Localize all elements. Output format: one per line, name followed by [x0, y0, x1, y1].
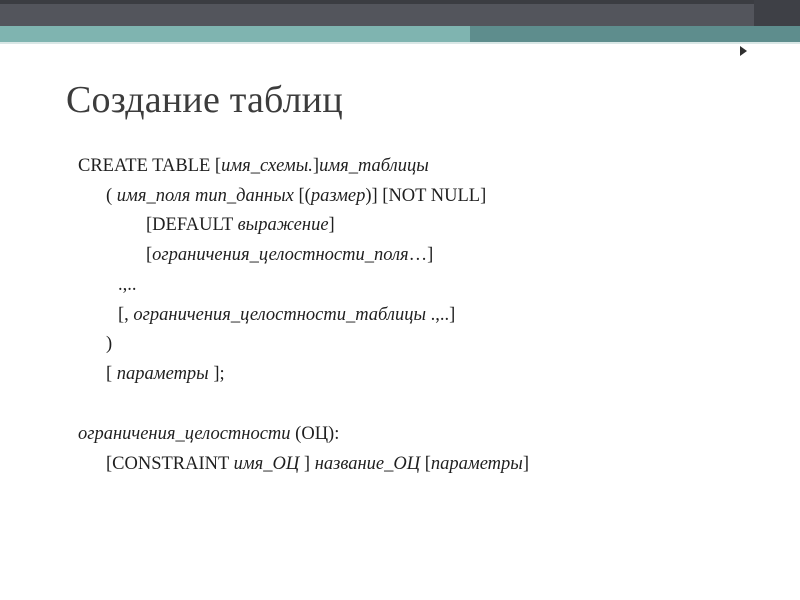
code-text: .,..] [430, 305, 456, 325]
code-text: CREATE TABLE [ [78, 156, 222, 176]
code-line-9 [78, 424, 339, 445]
code-text: [ [146, 245, 153, 265]
code-italic: параметры [116, 364, 214, 384]
code-line-4 [146, 245, 433, 266]
code-text: ] [328, 215, 335, 235]
code-text: [, [118, 305, 134, 325]
divider-line [0, 42, 800, 44]
code-text: (ОЦ): [290, 424, 340, 444]
code-text: ] [299, 454, 315, 474]
code-italic: имя_таблицы [319, 156, 429, 176]
code-line-5 [118, 275, 137, 296]
code-italic: размер [310, 186, 366, 206]
code-line-1 [78, 156, 429, 177]
code-italic: выражение [237, 215, 329, 235]
code-line-6 [118, 305, 455, 326]
slide-title: Создание таблиц [66, 79, 343, 121]
code-text: ) [106, 334, 113, 354]
code-italic: имя_поля тип_данных [116, 186, 299, 206]
bullet-arrow-icon [740, 46, 747, 56]
code-text: [DEFAULT [146, 215, 238, 235]
code-text: .,.. [118, 275, 137, 295]
code-text: ]; [213, 364, 225, 384]
code-line-8 [106, 364, 225, 385]
code-line-3 [146, 215, 335, 236]
code-text: [CONSTRAINT [106, 454, 234, 474]
code-line-2 [106, 186, 486, 207]
code-text: [ [420, 454, 431, 474]
code-italic: ограничения_целостности [78, 424, 291, 444]
code-italic: имя_схемы. [221, 156, 313, 176]
code-italic: название_ОЦ [314, 454, 421, 474]
code-text: ( [106, 186, 117, 206]
header-band-accent [754, 0, 800, 26]
code-italic: ограничения_целостности_поля [152, 245, 409, 265]
code-text: [ [106, 364, 117, 384]
code-italic: имя_ОЦ [233, 454, 300, 474]
code-text: [( [298, 186, 311, 206]
code-line-7 [106, 334, 112, 355]
code-text: ] [522, 454, 529, 474]
code-line-10 [106, 454, 529, 475]
code-italic: ограничения_целостности_таблицы [133, 305, 431, 325]
code-italic: параметры [430, 454, 523, 474]
teal-band-accent [470, 26, 800, 42]
code-text: …] [408, 245, 434, 265]
code-text: ] [312, 156, 320, 176]
code-text: )] [NOT NULL] [365, 186, 487, 206]
header-band-top-edge [0, 0, 800, 4]
